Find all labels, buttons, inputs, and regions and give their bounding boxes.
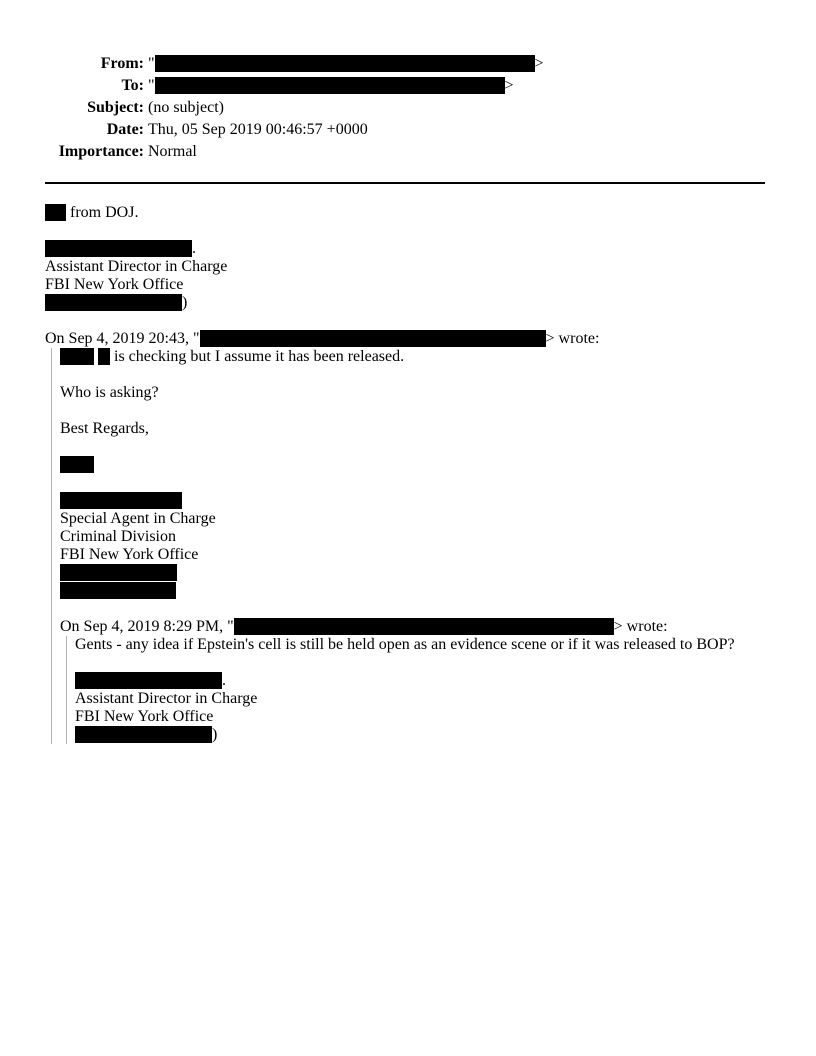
from-value — [148, 53, 544, 75]
signature-office: FBI New York Office — [45, 276, 184, 293]
quote2-attribution-suffix: > wrote: — [613, 618, 668, 635]
redaction-block — [234, 618, 614, 635]
quote1-line2: Who is asking? — [60, 384, 159, 401]
header-divider — [45, 182, 765, 184]
quote2-sig-office: FBI New York Office — [75, 708, 214, 725]
redaction-block — [45, 204, 66, 221]
subject-row — [0, 97, 816, 119]
from-row — [0, 53, 816, 75]
quote1-sig-division: Criminal Division — [60, 528, 176, 545]
signature-contact-line — [45, 294, 785, 312]
redaction-block — [155, 77, 505, 94]
to-prefix: " — [148, 77, 155, 94]
redaction-block — [98, 348, 110, 365]
quote2-attribution — [60, 618, 785, 636]
quote2-sig-name-suffix: . — [222, 672, 226, 689]
redaction-block — [45, 240, 192, 257]
to-label: To: — [121, 77, 144, 94]
quote1-sig-title: Special Agent in Charge — [60, 510, 216, 527]
quoted-message-2 — [66, 636, 785, 744]
from-suffix: > — [534, 55, 544, 72]
redaction-block — [60, 564, 177, 581]
redaction-block — [60, 456, 94, 473]
quote2-attribution-prefix: On Sep 4, 2019 8:29 PM, " — [60, 618, 234, 635]
quote2-sig-title: Assistant Director in Charge — [75, 690, 258, 707]
quote1-signoff — [60, 456, 785, 474]
redaction-block — [75, 726, 212, 743]
signature-contact-suffix: ) — [182, 294, 188, 311]
quote1-sig-contact-1 — [60, 564, 785, 582]
quoted-message-1 — [51, 348, 785, 744]
signature-title: Assistant Director in Charge — [45, 258, 228, 275]
email-body — [45, 204, 785, 744]
subject-label: Subject: — [87, 99, 144, 116]
redaction-block — [45, 294, 182, 311]
redaction-block — [60, 348, 94, 365]
quote1-line1-text: is checking but I assume it has been released. — [110, 348, 405, 365]
date-value: Thu, 05 Sep 2019 00:46:57 +0000 — [148, 121, 368, 138]
redaction-block — [60, 492, 182, 509]
quote2-body: Gents - any idea if Epstein's cell is still be held open as an evidence scene or if it was released to BOP? — [75, 636, 735, 653]
opening-text: from DOJ. — [66, 204, 139, 221]
importance-row — [0, 141, 816, 163]
to-suffix: > — [504, 77, 514, 94]
quote2-sig-contact-line — [75, 726, 785, 744]
from-prefix: " — [148, 55, 155, 72]
signature-name-suffix: . — [192, 240, 196, 257]
importance-label: Importance: — [58, 143, 144, 160]
quote2-sig-name-line — [75, 672, 785, 690]
redaction-block — [75, 672, 222, 689]
email-header — [0, 53, 816, 163]
quote1-attribution-suffix: > wrote: — [545, 330, 600, 347]
redaction-block — [60, 582, 176, 599]
date-row — [0, 119, 816, 141]
quote1-sig-contact-2 — [60, 582, 785, 600]
quote1-attribution — [45, 330, 785, 348]
quote1-sig-name — [60, 492, 785, 510]
to-row — [0, 75, 816, 97]
date-label: Date: — [106, 121, 144, 138]
redaction-block — [155, 55, 535, 72]
signature-name-line — [45, 240, 785, 258]
redaction-block — [200, 330, 546, 347]
quote2-sig-contact-suffix: ) — [212, 726, 218, 743]
subject-value: (no subject) — [148, 99, 224, 116]
quote1-sig-office: FBI New York Office — [60, 546, 199, 563]
to-value — [148, 75, 514, 97]
from-label: From: — [100, 55, 144, 72]
importance-value: Normal — [148, 143, 197, 160]
quote1-line1 — [60, 348, 785, 366]
opening-line — [45, 204, 785, 222]
quote1-attribution-prefix: On Sep 4, 2019 20:43, " — [45, 330, 200, 347]
quote1-closing: Best Regards, — [60, 420, 149, 437]
